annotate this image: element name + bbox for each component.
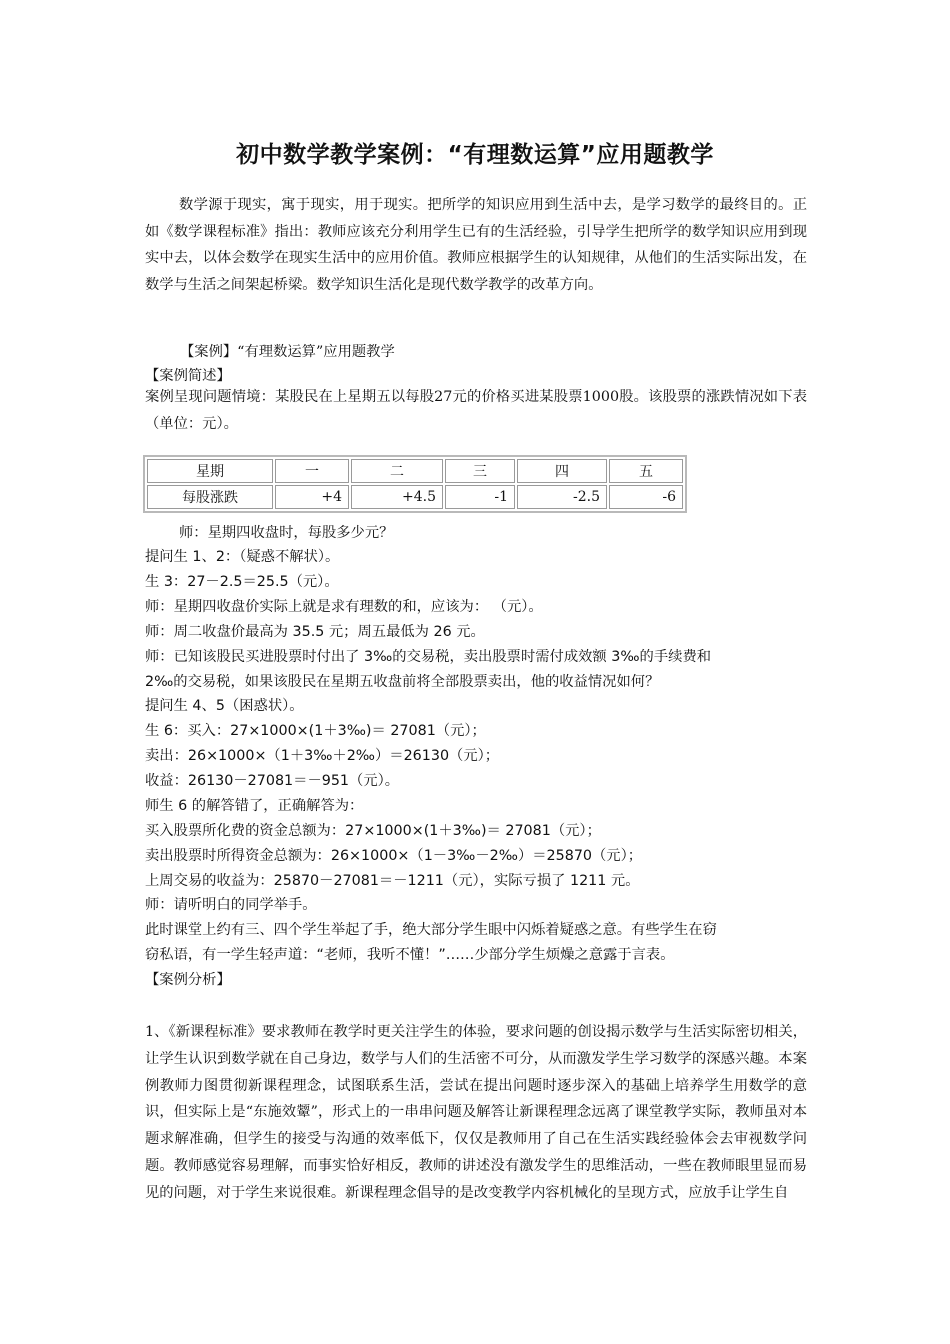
table-header-cell: 五 [609,459,683,483]
analysis-paragraph: 1、《新课程标准》要求教师在教学时更关注学生的体验，要求问题的创设揭示数学与生活实际密切相关，让学生认识到数学就在自己身边，数学与人们的生活密不可分，从而激发学生学习数学的深感兴趣。本案例教师力图贯彻新课程理念，试图联系生活，尝试在提出问题时逐步深入的基础上培养学生用数学的意识，但实际上是“东施效颦”，形式上的一串串问题及解答让新课程理念远离了课堂教学实际，教师虽对本题求解准确，但学生的接受与沟通的效率低下，仅仅是教师用了自己在生活实践经验体会去审视数学问题。教师感觉容易理解，而事实恰好相反，教师的讲述没有激发学生的思维活动，一些在教师眼里显而易见的问题，对于学生来说很难。新课程理念倡导的是改变教学内容机械化的呈现方式，应放手让学生自 [145,1024,807,1201]
dialogue-line: 2‰的交易税，如果该股民在星期五收盘前将全部股票卖出，他的收益情况如何？ [145,674,660,690]
dialogue-line: 卖出股票时所得资金总额为：26×1000×（1－3‰－2‰）＝25870（元）； [145,848,643,864]
dialogue-line: 窃私语，有一学生轻声道：“老师，我听不懂！”……少部分学生烦燥之意露于言表。 [145,947,675,963]
case-heading: 【案例】“有理数运算”应用题教学 [180,344,395,360]
table-cell: -6 [609,485,683,509]
table-header-cell: 星期 [147,459,273,483]
table-header-cell: 二 [351,459,443,483]
page-title: 初中数学教学案例：“有理数运算”应用题教学 [236,142,714,168]
table-cell: +4.5 [351,485,443,509]
dialogue-line: 师：星期四收盘时，每股多少元？ [179,525,394,541]
dialogue-line: 卖出：26×1000×（1＋3‰＋2‰）＝26130（元）； [145,748,500,764]
dialogue-line: 师：周二收盘价最高为 35.5 元；周五最低为 26 元。 [145,624,485,640]
dialogue-line: 买入股票所化费的资金总额为：27×1000×(1＋3‰)＝ 27081（元）； [145,823,601,839]
dialogue-line: 上周交易的收益为：25870－27081＝－1211（元），实际亏损了 1211 元。 [145,873,640,889]
dialogue-line: 生 6：买入：27×1000×(1＋3‰)＝ 27081（元）； [145,723,486,739]
table-cell: +4 [275,485,349,509]
scenario-paragraph: 案例呈现问题情境：某股民在上星期五以每股27元的价格买进某股票1000股。该股票的涨跌情况如下表（单位：元）。 [145,389,807,432]
dialogue-line: 提问生 1、2：（疑惑不解状）。 [145,549,340,565]
table-header-cell: 三 [445,459,515,483]
dialogue-line: 师：星期四收盘价实际上就是求有理数的和，应该为： （元）。 [145,599,543,615]
analysis-heading: 【案例分析】 [145,972,231,988]
table-cell: -1 [445,485,515,509]
dialogue-line: 师生 6 的解答错了，正确解答为： [145,798,364,814]
intro-paragraph: 数学源于现实，寓于现实，用于现实。把所学的知识应用到生活中去，是学习数学的最终目的。正如《数学课程标准》指出：教师应该充分利用学生已有的生活经验，引导学生把所学的数学知识应用到现实中去，以体会数学在现实生活中的应用价值。教师应根据学生的认知规律，从他们的生活实际出发，在数学与生活之间架起桥梁。数学知识生活化是现代数学教学的改革方向。 [145,197,807,293]
dialogue-line: 提问生 4、5（困惑状）。 [145,698,304,714]
table-cell: -2.5 [517,485,607,509]
table-header-cell: 一 [275,459,349,483]
dialogue-line: 此时课堂上约有三、四个学生举起了手，绝大部分学生眼中闪烁着疑惑之意。有些学生在窃 [145,922,717,938]
table-header-cell: 四 [517,459,607,483]
dialogue-line: 师：请听明白的同学举手。 [145,897,317,913]
dialogue-line: 收益：26130－27081＝－951（元）。 [145,773,400,789]
table-header-row [147,459,683,483]
table-row [147,485,683,509]
dialogue-line: 师：已知该股民买进股票时付出了 3‰的交易税，卖出股票时需付成效额 3‰的手续费和 [145,649,712,665]
summary-heading: 【案例简述】 [145,368,231,384]
stock-table [143,455,687,513]
table-row-label: 每股涨跌 [147,485,273,509]
dialogue-line: 生 3：27－2.5＝25.5（元）。 [145,574,339,590]
